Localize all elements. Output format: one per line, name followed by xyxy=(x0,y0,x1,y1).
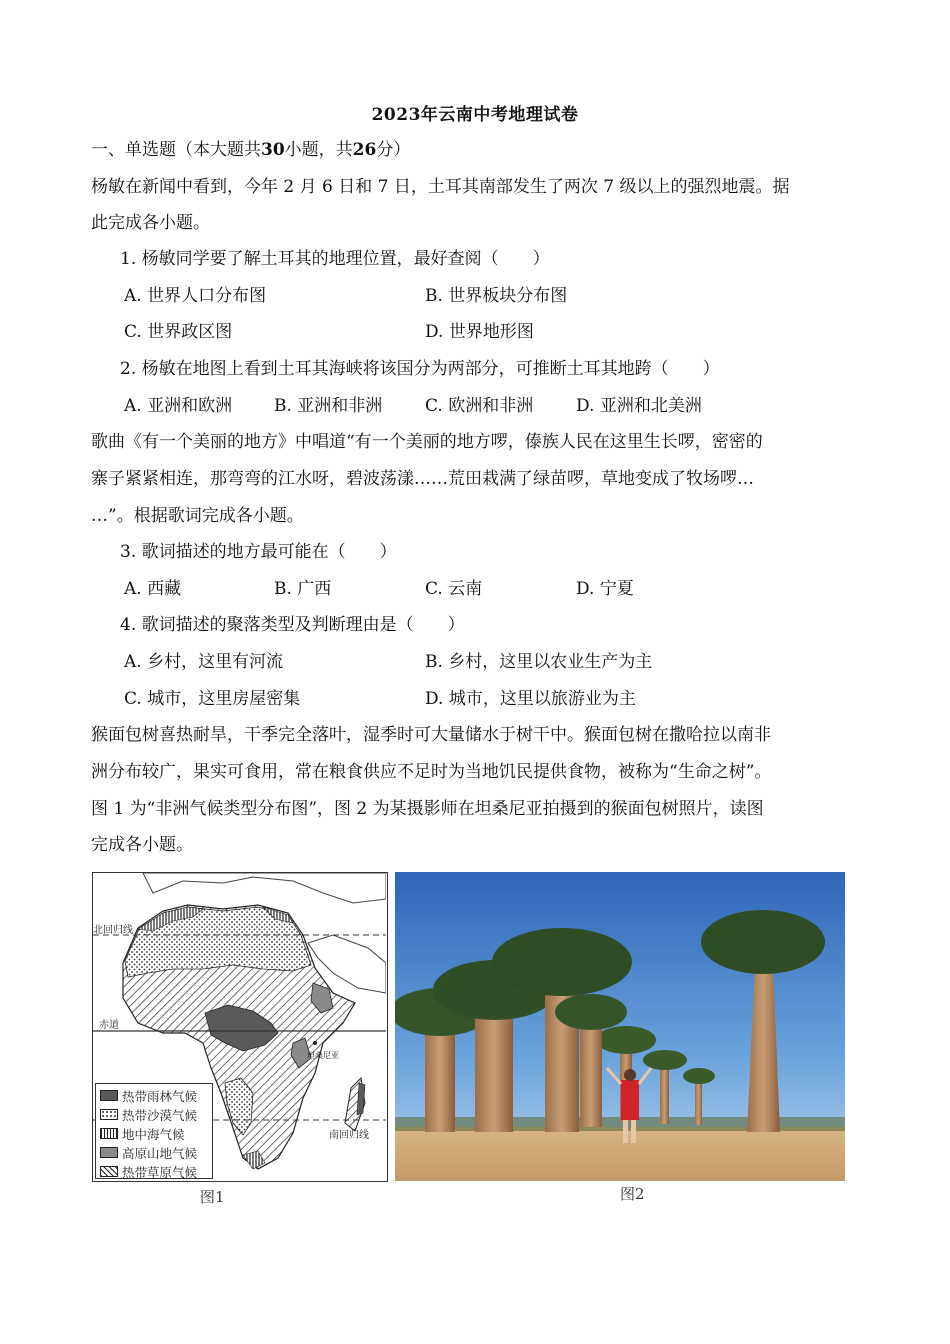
equator-label: 赤道 xyxy=(99,1020,119,1031)
tropic-north-label: 北回归线 xyxy=(93,925,133,936)
q2-option-b[interactable]: B. 亚洲和非洲 xyxy=(274,396,383,416)
passage-1-line-2: 此完成各小题。 xyxy=(91,213,210,233)
q1-option-d[interactable]: D. 世界地形图 xyxy=(425,322,534,342)
passage-3-line-3: 图 1 为“非洲气候类型分布图”，图 2 为某摄影师在坦桑尼亚拍摄到的猴面包树照片，读图 xyxy=(91,799,764,819)
q2-option-d[interactable]: D. 亚洲和北美洲 xyxy=(576,396,702,416)
q1-option-a[interactable]: A. 世界人口分布图 xyxy=(124,286,267,306)
section-heading: 一、单选题（本大题共30小题，共26分） xyxy=(91,140,411,160)
legend-desert: 热带沙漠气候 xyxy=(100,1105,208,1124)
q1-option-b[interactable]: B. 世界板块分布图 xyxy=(425,286,568,306)
q3-option-d[interactable]: D. 宁夏 xyxy=(576,579,634,599)
figure-2-caption: 图2 xyxy=(620,1185,645,1203)
q2-option-a[interactable]: A. 亚洲和欧洲 xyxy=(124,396,233,416)
q4-option-b[interactable]: B. 乡村，这里以农业生产为主 xyxy=(425,652,653,672)
figure-1-caption: 图1 xyxy=(200,1188,225,1206)
q3-option-c[interactable]: C. 云南 xyxy=(425,579,483,599)
passage-2-line-1: 歌曲《有一个美丽的地方》中唱道“有一个美丽的地方啰，傣族人民在这里生长啰，密密的 xyxy=(91,432,763,452)
legend-highland: 高原山地气候 xyxy=(100,1143,208,1162)
passage-2-line-3: …”。根据歌词完成各小题。 xyxy=(91,506,304,526)
question-4-stem: 4. 歌词描述的聚落类型及判断理由是（ ） xyxy=(120,615,465,635)
passage-2-line-2: 寨子紧紧相连，那弯弯的江水呀，碧波荡漾……荒田栽满了绿苗啰，草地变成了牧场啰… xyxy=(91,469,754,489)
passage-3-line-4: 完成各小题。 xyxy=(91,835,193,855)
q3-option-b[interactable]: B. 广西 xyxy=(274,579,332,599)
question-2-stem: 2. 杨敏在地图上看到土耳其海峡将该国分为两部分，可推断土耳其地跨（ ） xyxy=(120,359,720,379)
legend-rainforest: 热带雨林气候 xyxy=(100,1086,208,1105)
page-title: 2023年云南中考地理试卷 xyxy=(371,105,579,125)
tanzania-label: 坦桑尼亚 xyxy=(307,1051,339,1060)
baobab-photo xyxy=(395,872,845,1181)
africa-climate-map xyxy=(92,872,388,1182)
passage-1-line-1: 杨敏在新闻中看到，今年 2 月 6 日和 7 日，土耳其南部发生了两次 7 级以上的强烈地震。据 xyxy=(91,177,790,197)
question-1-stem: 1. 杨敏同学要了解土耳其的地理位置，最好查阅（ ） xyxy=(120,249,550,269)
tropic-south-label: 南回归线 xyxy=(329,1130,369,1141)
q3-option-a[interactable]: A. 西藏 xyxy=(124,579,182,599)
q1-option-c[interactable]: C. 世界政区图 xyxy=(124,322,233,342)
legend-mediterranean: 地中海气候 xyxy=(100,1124,208,1143)
baobab-photo-drawing xyxy=(395,872,845,1181)
legend-savanna: 热带草原气候 xyxy=(100,1162,208,1181)
question-3-stem: 3. 歌词描述的地方最可能在（ ） xyxy=(120,542,397,562)
q4-option-a[interactable]: A. 乡村，这里有河流 xyxy=(124,652,284,672)
passage-3-line-2: 洲分布较广，果实可食用，常在粮食供应不足时为当地饥民提供食物，被称为“生命之树”。 xyxy=(91,762,772,782)
map-legend xyxy=(95,1083,213,1179)
q2-option-c[interactable]: C. 欧洲和非洲 xyxy=(425,396,534,416)
q4-option-c[interactable]: C. 城市，这里房屋密集 xyxy=(124,689,301,709)
q4-option-d[interactable]: D. 城市，这里以旅游业为主 xyxy=(425,689,636,709)
passage-3-line-1: 猴面包树喜热耐旱，干季完全落叶，湿季时可大量储水于树干中。猴面包树在撒哈拉以南非 xyxy=(91,725,771,745)
